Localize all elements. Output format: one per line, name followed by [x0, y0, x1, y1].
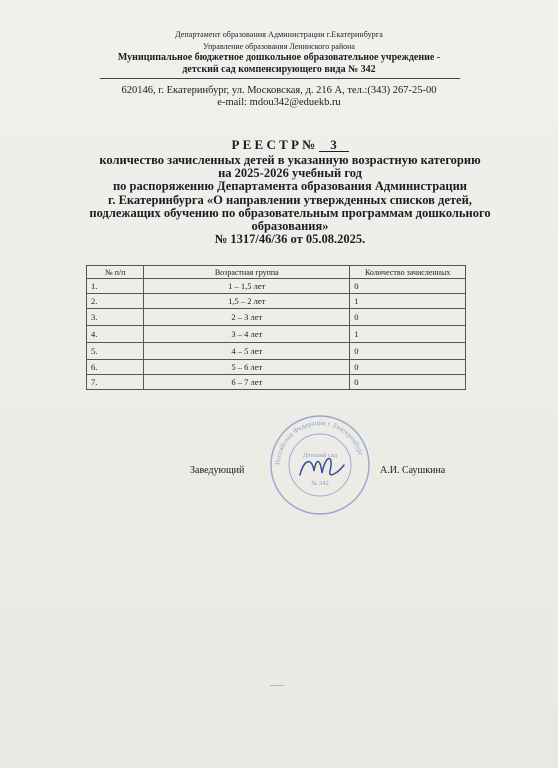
- column-header-age-group: Возрастная группа: [144, 266, 350, 279]
- table-row: [87, 279, 466, 294]
- row-count: 1: [350, 326, 466, 343]
- registry-title: [60, 138, 520, 152]
- row-number: 6.: [87, 360, 144, 375]
- row-count: 0: [350, 309, 466, 326]
- row-age-group: 1,5 – 2 лет: [144, 294, 350, 309]
- header-institution: Муниципальное бюджетное дошкольное образовательное учреждение -: [117, 52, 441, 63]
- title-line: количество зачисленных детей в указанную возрастную категорию: [99, 153, 481, 167]
- page-mark: [270, 685, 284, 686]
- table-row: [87, 309, 466, 326]
- stamp-center-title: Детский сад: [302, 452, 338, 459]
- stamp-ring-text: Российская Федерация г. Екатеринбург: [273, 418, 365, 466]
- row-age-group: 3 – 4 лет: [144, 326, 350, 343]
- registry-description: [60, 154, 520, 246]
- column-header-number: № п/п: [87, 266, 144, 279]
- table-header-row: [87, 266, 466, 279]
- title-line: г. Екатеринбурга «О направлении утвержденных списков детей,: [108, 192, 472, 207]
- row-number: 4.: [87, 326, 144, 343]
- table-row: [87, 294, 466, 309]
- table-row: [87, 375, 466, 390]
- row-count: 0: [350, 279, 466, 294]
- column-header-count: Количество зачисленных: [350, 266, 466, 279]
- title-line: подлежащих обучению по образовательным программам дошкольного: [89, 205, 491, 220]
- signatory-role: Заведующий: [190, 465, 245, 476]
- row-age-group: 1 – 1,5 лет: [144, 279, 350, 294]
- enrollment-table: [86, 265, 466, 390]
- title-line: по распоряжению Департамента образования Администрации: [112, 179, 468, 194]
- official-stamp: [268, 413, 372, 517]
- row-age-group: 6 – 7 лет: [144, 375, 350, 390]
- row-count: 1: [350, 294, 466, 309]
- row-count: 0: [350, 375, 466, 390]
- row-age-group: 5 – 6 лет: [144, 360, 350, 375]
- row-count: 0: [350, 360, 466, 375]
- header-address: 620146, г. Екатеринбург, ул. Московская, д. 216 А, тел.:(343) 267-25-00: [121, 85, 437, 96]
- title-line: образования»: [251, 219, 329, 234]
- row-number: 3.: [87, 309, 144, 326]
- title-line: № 1317/46/36 от 05.08.2025.: [214, 232, 366, 247]
- row-number: 2.: [87, 294, 144, 309]
- row-number: 7.: [87, 375, 144, 390]
- row-number: 5.: [87, 343, 144, 360]
- table-row: [87, 360, 466, 375]
- signatory-name: А.И. Саушкина: [380, 465, 446, 476]
- registry-number: 3: [319, 138, 349, 152]
- header-institution-type: детский сад компенсирующего вида № 342: [182, 64, 376, 75]
- header-department: Департамент образования Администрации г.Екатеринбурга: [175, 30, 383, 39]
- row-age-group: 4 – 5 лет: [144, 343, 350, 360]
- header-divider: [100, 78, 460, 79]
- row-number: 1.: [87, 279, 144, 294]
- stamp-center-number: № 342: [311, 480, 329, 487]
- title-line: на 2025-2026 учебный год: [218, 166, 362, 181]
- header-district: Управление образования Ленинского района: [203, 42, 355, 51]
- registry-label: Р Е Е С Т Р №: [231, 137, 316, 152]
- table-row: [87, 326, 466, 343]
- header-email: e-mail: mdou342@eduekb.ru: [217, 97, 341, 108]
- signature-mark: [300, 459, 344, 476]
- table-row: [87, 343, 466, 360]
- row-count: 0: [350, 343, 466, 360]
- row-age-group: 2 – 3 лет: [144, 309, 350, 326]
